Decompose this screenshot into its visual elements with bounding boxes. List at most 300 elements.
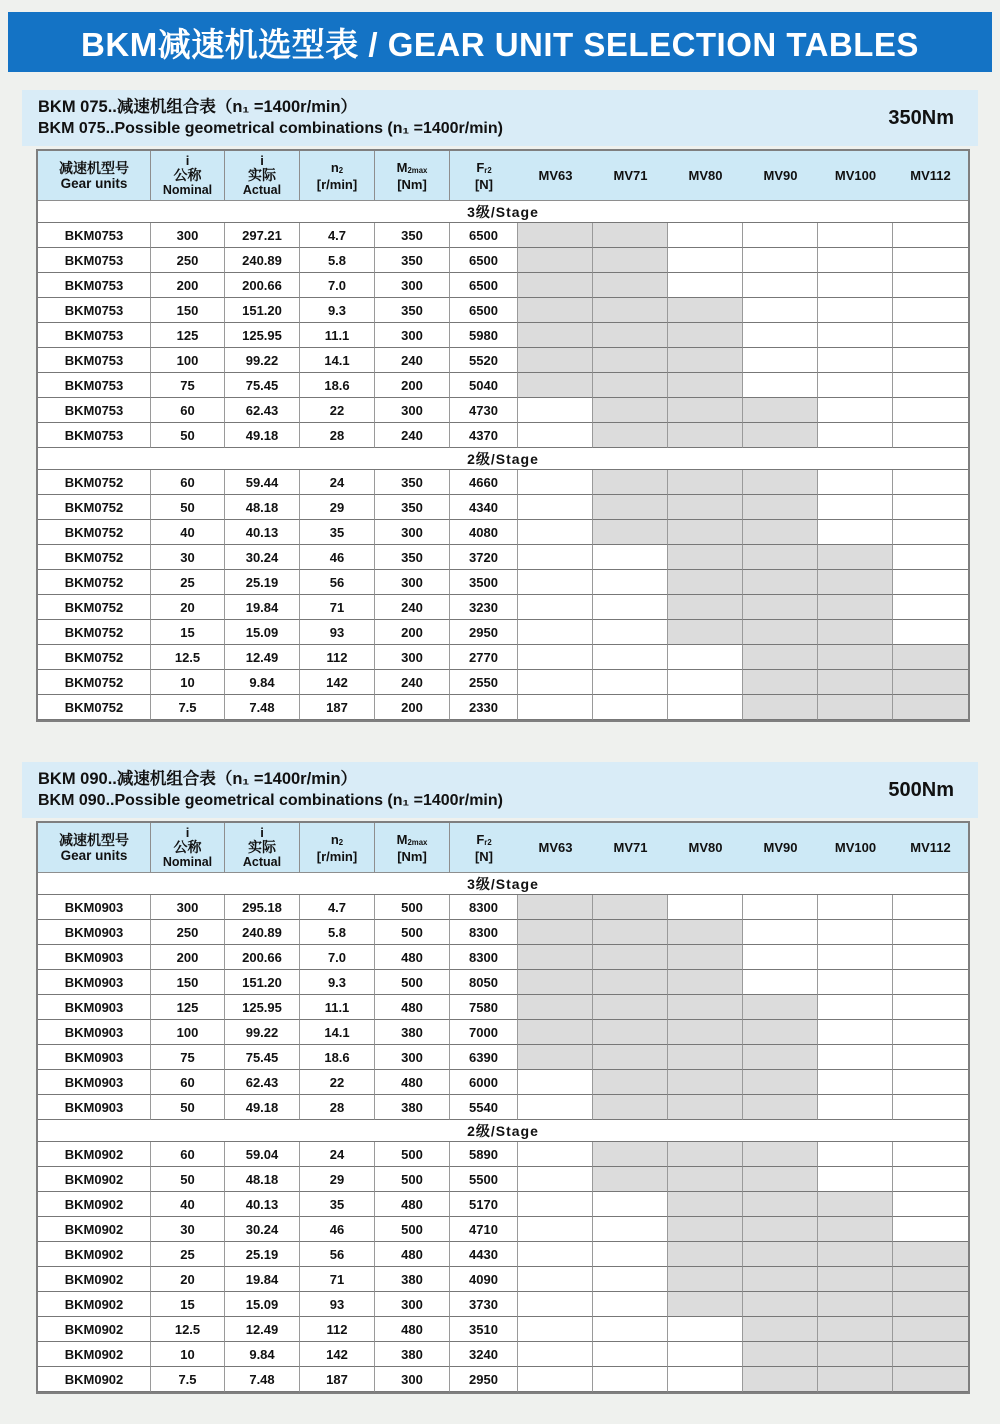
mv-availability-cell-mv112 (893, 995, 968, 1020)
mv-availability-cell-mv63 (518, 945, 593, 970)
gear-unit-cell: BKM0903 (38, 995, 151, 1020)
mv-availability-cell-mv71 (593, 1192, 668, 1217)
fr2-cell: 5540 (450, 1095, 518, 1120)
mv-availability-cell-mv63 (518, 1367, 593, 1392)
mv-availability-cell-mv100 (818, 895, 893, 920)
section-titles (38, 769, 503, 811)
table-row (38, 298, 968, 323)
n2-cell: 71 (300, 1267, 375, 1292)
col-header-mv112: MV112 (893, 823, 968, 873)
gear-unit-cell: BKM0752 (38, 670, 151, 695)
mv-availability-cell-mv71 (593, 1045, 668, 1070)
mv-availability-cell-mv63 (518, 1217, 593, 1242)
mv-availability-cell-mv80 (668, 670, 743, 695)
mv-availability-cell-mv71 (593, 248, 668, 273)
mv-availability-cell-mv80 (668, 1070, 743, 1095)
measure-symbol: $M_{2max}$ (396, 831, 428, 848)
table-row (38, 945, 968, 970)
table-row (38, 1217, 968, 1242)
ratio-actual-cell: 99.22 (225, 1020, 300, 1045)
m2max-cell: 300 (375, 323, 450, 348)
ratio-symbol: i (185, 153, 190, 168)
mv-availability-cell-mv80 (668, 273, 743, 298)
measure-symbol: $M_{2max}$ (396, 159, 428, 176)
fr2-cell: 3730 (450, 1292, 518, 1317)
gear-unit-cell: BKM0902 (38, 1292, 151, 1317)
fr2-cell: 5040 (450, 373, 518, 398)
section-title-en: BKM 090..Possible geometrical combinations (n₁ =1400r/min) (38, 792, 503, 809)
table-row (38, 895, 968, 920)
gear-unit-cell: BKM0752 (38, 470, 151, 495)
mv-availability-cell-mv80 (668, 920, 743, 945)
table-row (38, 470, 968, 495)
ratio-nominal-cell: 60 (151, 1070, 225, 1095)
stage-separator-row (38, 448, 968, 470)
col-header-mv71: MV71 (593, 823, 668, 873)
col-header-mv100: MV100 (818, 823, 893, 873)
mv-availability-cell-mv112 (893, 1095, 968, 1120)
fr2-cell: 3720 (450, 545, 518, 570)
mv-availability-cell-mv71 (593, 373, 668, 398)
m2max-cell: 200 (375, 373, 450, 398)
mv-availability-cell-mv112 (893, 273, 968, 298)
fr2-cell: 3230 (450, 595, 518, 620)
gear-table-section (22, 90, 978, 722)
mv-availability-cell-mv71 (593, 620, 668, 645)
fr2-cell: 4430 (450, 1242, 518, 1267)
measure-unit: [N] (474, 848, 494, 864)
mv-availability-cell-mv71 (593, 1217, 668, 1242)
mv-availability-cell-mv112 (893, 570, 968, 595)
table-row (38, 373, 968, 398)
fr2-cell: 3500 (450, 570, 518, 595)
ratio-nominal-cell: 60 (151, 398, 225, 423)
mv-availability-cell-mv90 (743, 570, 818, 595)
gear-unit-cell: BKM0752 (38, 695, 151, 720)
mv-availability-cell-mv90 (743, 348, 818, 373)
ratio-actual-cell: 297.21 (225, 223, 300, 248)
ratio-actual-cell: 40.13 (225, 1192, 300, 1217)
fr2-cell: 2950 (450, 1367, 518, 1392)
ratio-actual-cell: 48.18 (225, 495, 300, 520)
col-header-mv63: MV63 (518, 823, 593, 873)
mv-availability-cell-mv90 (743, 495, 818, 520)
mv-availability-cell-mv63 (518, 1020, 593, 1045)
ratio-label-en: Actual (242, 183, 282, 197)
page-banner (8, 12, 992, 72)
mv-availability-cell-mv90 (743, 895, 818, 920)
ratio-nominal-cell: 75 (151, 373, 225, 398)
m2max-cell: 380 (375, 1095, 450, 1120)
mv-availability-cell-mv63 (518, 1242, 593, 1267)
mv-availability-cell-mv100 (818, 1317, 893, 1342)
gear-unit-cell: BKM0752 (38, 595, 151, 620)
mv-availability-cell-mv71 (593, 670, 668, 695)
fr2-cell: 4730 (450, 398, 518, 423)
ratio-actual-cell: 15.09 (225, 1292, 300, 1317)
ratio-actual-cell: 7.48 (225, 1367, 300, 1392)
table-row (38, 1070, 968, 1095)
ratio-nominal-cell: 50 (151, 1095, 225, 1120)
col-header-m2max (375, 151, 450, 201)
mv-availability-cell-mv63 (518, 695, 593, 720)
m2max-cell: 480 (375, 995, 450, 1020)
m2max-cell: 480 (375, 1192, 450, 1217)
mv-availability-cell-mv100 (818, 945, 893, 970)
mv-availability-cell-mv71 (593, 298, 668, 323)
ratio-nominal-cell: 40 (151, 520, 225, 545)
mv-availability-cell-mv100 (818, 1217, 893, 1242)
mv-availability-cell-mv80 (668, 1317, 743, 1342)
gear-table-section (22, 762, 978, 1394)
mv-availability-cell-mv100 (818, 1167, 893, 1192)
ratio-label-en: Nominal (162, 183, 213, 197)
table-row (38, 1192, 968, 1217)
mv-availability-cell-mv100 (818, 970, 893, 995)
measure-unit: [r/min] (316, 848, 358, 864)
mv-availability-cell-mv100 (818, 545, 893, 570)
ratio-nominal-cell: 100 (151, 1020, 225, 1045)
mv-availability-cell-mv90 (743, 1192, 818, 1217)
mv-availability-cell-mv112 (893, 545, 968, 570)
mv-availability-cell-mv63 (518, 223, 593, 248)
ratio-nominal-cell: 25 (151, 1242, 225, 1267)
mv-availability-cell-mv90 (743, 470, 818, 495)
stage-separator-row (38, 1120, 968, 1142)
mv-availability-cell-mv80 (668, 1020, 743, 1045)
n2-cell: 112 (300, 1317, 375, 1342)
ratio-label-cn: 公称 (173, 839, 202, 855)
fr2-cell: 4710 (450, 1217, 518, 1242)
fr2-cell: 6390 (450, 1045, 518, 1070)
mv-availability-cell-mv71 (593, 1342, 668, 1367)
ratio-nominal-cell: 50 (151, 495, 225, 520)
ratio-actual-cell: 25.19 (225, 570, 300, 595)
table-row (38, 1095, 968, 1120)
mv-availability-cell-mv63 (518, 373, 593, 398)
mv-availability-cell-mv100 (818, 1045, 893, 1070)
gear-unit-cell: BKM0753 (38, 348, 151, 373)
mv-availability-cell-mv100 (818, 373, 893, 398)
section-title-en: BKM 075..Possible geometrical combinations (n₁ =1400r/min) (38, 120, 503, 137)
mv-availability-cell-mv71 (593, 223, 668, 248)
mv-availability-cell-mv90 (743, 1217, 818, 1242)
col-header-n2 (300, 823, 375, 873)
mv-availability-cell-mv71 (593, 1020, 668, 1045)
ratio-label-en: Nominal (162, 855, 213, 869)
ratio-nominal-cell: 200 (151, 273, 225, 298)
mv-availability-cell-mv63 (518, 1267, 593, 1292)
mv-availability-cell-mv71 (593, 1142, 668, 1167)
n2-cell: 93 (300, 1292, 375, 1317)
fr2-cell: 4080 (450, 520, 518, 545)
m2max-cell: 350 (375, 248, 450, 273)
mv-availability-cell-mv90 (743, 670, 818, 695)
table-row (38, 645, 968, 670)
gear-units-label-en: Gear units (60, 175, 128, 191)
ratio-actual-cell: 151.20 (225, 298, 300, 323)
gear-unit-cell: BKM0902 (38, 1142, 151, 1167)
table-body (38, 873, 968, 1392)
col-header-mv100: MV100 (818, 151, 893, 201)
gear-units-label-cn: 减速机型号 (59, 159, 129, 176)
mv-availability-cell-mv71 (593, 595, 668, 620)
gear-unit-cell: BKM0902 (38, 1317, 151, 1342)
mv-availability-cell-mv63 (518, 520, 593, 545)
table-row (38, 1267, 968, 1292)
gear-unit-cell: BKM0903 (38, 1020, 151, 1045)
m2max-cell: 300 (375, 520, 450, 545)
m2max-cell: 380 (375, 1342, 450, 1367)
mv-availability-cell-mv100 (818, 323, 893, 348)
mv-availability-cell-mv112 (893, 970, 968, 995)
ratio-nominal-cell: 15 (151, 620, 225, 645)
ratio-actual-cell: 59.44 (225, 470, 300, 495)
mv-availability-cell-mv100 (818, 520, 893, 545)
col-header-fr2 (450, 823, 518, 873)
gear-unit-cell: BKM0903 (38, 1095, 151, 1120)
mv-availability-cell-mv71 (593, 273, 668, 298)
table-row (38, 695, 968, 720)
section-titles (38, 97, 503, 139)
col-header-gear-units (38, 151, 151, 201)
mv-availability-cell-mv112 (893, 323, 968, 348)
table-row (38, 348, 968, 373)
mv-availability-cell-mv71 (593, 545, 668, 570)
mv-availability-cell-mv100 (818, 1242, 893, 1267)
gear-unit-cell: BKM0753 (38, 423, 151, 448)
mv-availability-cell-mv90 (743, 423, 818, 448)
mv-availability-cell-mv63 (518, 1142, 593, 1167)
gear-unit-cell: BKM0753 (38, 323, 151, 348)
stage-label: 3级/Stage (38, 201, 968, 223)
mv-availability-cell-mv80 (668, 995, 743, 1020)
gear-units-label-en: Gear units (60, 847, 128, 863)
table-row (38, 1342, 968, 1367)
mv-availability-cell-mv90 (743, 248, 818, 273)
col-header-mv90: MV90 (743, 151, 818, 201)
stage-label: 2级/Stage (38, 1120, 968, 1142)
mv-availability-cell-mv112 (893, 1342, 968, 1367)
m2max-cell: 500 (375, 920, 450, 945)
gear-unit-cell: BKM0753 (38, 298, 151, 323)
torque-rating: 500Nm (888, 778, 954, 801)
n2-cell: 5.8 (300, 248, 375, 273)
ratio-label-en: Actual (242, 855, 282, 869)
mv-availability-cell-mv100 (818, 1192, 893, 1217)
mv-availability-cell-mv90 (743, 1045, 818, 1070)
mv-availability-cell-mv112 (893, 1267, 968, 1292)
mv-availability-cell-mv71 (593, 970, 668, 995)
mv-availability-cell-mv63 (518, 1192, 593, 1217)
mv-availability-cell-mv112 (893, 1242, 968, 1267)
table-row (38, 995, 968, 1020)
stage-label: 2级/Stage (38, 448, 968, 470)
mv-availability-cell-mv100 (818, 670, 893, 695)
ratio-actual-cell: 12.49 (225, 645, 300, 670)
ratio-actual-cell: 295.18 (225, 895, 300, 920)
gear-unit-cell: BKM0903 (38, 1045, 151, 1070)
table-body (38, 201, 968, 720)
mv-availability-cell-mv112 (893, 920, 968, 945)
mv-availability-cell-mv71 (593, 1367, 668, 1392)
page-title: BKM减速机选型表 / GEAR UNIT SELECTION TABLES (81, 25, 919, 63)
ratio-nominal-cell: 125 (151, 323, 225, 348)
n2-cell: 35 (300, 520, 375, 545)
mv-availability-cell-mv80 (668, 1342, 743, 1367)
col-header-mv90: MV90 (743, 823, 818, 873)
ratio-actual-cell: 40.13 (225, 520, 300, 545)
mv-availability-cell-mv100 (818, 595, 893, 620)
mv-availability-cell-mv80 (668, 223, 743, 248)
mv-availability-cell-mv80 (668, 470, 743, 495)
mv-availability-cell-mv63 (518, 595, 593, 620)
n2-cell: 142 (300, 1342, 375, 1367)
n2-cell: 11.1 (300, 995, 375, 1020)
mv-availability-cell-mv63 (518, 645, 593, 670)
mv-availability-cell-mv112 (893, 1045, 968, 1070)
fr2-cell: 5500 (450, 1167, 518, 1192)
mv-availability-cell-mv100 (818, 645, 893, 670)
mv-availability-cell-mv71 (593, 470, 668, 495)
mv-availability-cell-mv100 (818, 620, 893, 645)
m2max-cell: 300 (375, 570, 450, 595)
col-header-ratio-nominal (151, 151, 225, 201)
mv-availability-cell-mv100 (818, 570, 893, 595)
table-row (38, 423, 968, 448)
n2-cell: 9.3 (300, 298, 375, 323)
mv-availability-cell-mv63 (518, 348, 593, 373)
ratio-actual-cell: 30.24 (225, 545, 300, 570)
m2max-cell: 500 (375, 1167, 450, 1192)
fr2-cell: 4370 (450, 423, 518, 448)
mv-availability-cell-mv100 (818, 995, 893, 1020)
mv-availability-cell-mv80 (668, 323, 743, 348)
ratio-nominal-cell: 10 (151, 670, 225, 695)
table-row (38, 970, 968, 995)
col-header-mv112: MV112 (893, 151, 968, 201)
mv-availability-cell-mv80 (668, 895, 743, 920)
col-header-fr2 (450, 151, 518, 201)
section-title-cn: BKM 075..减速机组合表（n₁ =1400r/min） (38, 98, 358, 116)
ratio-nominal-cell: 10 (151, 1342, 225, 1367)
mv-availability-cell-mv71 (593, 1095, 668, 1120)
mv-availability-cell-mv90 (743, 1267, 818, 1292)
table-head (38, 823, 968, 873)
mv-availability-cell-mv90 (743, 298, 818, 323)
mv-availability-cell-mv63 (518, 1095, 593, 1120)
section-header-band (22, 90, 978, 146)
table-row (38, 273, 968, 298)
gear-unit-cell: BKM0903 (38, 920, 151, 945)
m2max-cell: 240 (375, 595, 450, 620)
ratio-nominal-cell: 25 (151, 570, 225, 595)
mv-availability-cell-mv63 (518, 323, 593, 348)
table-row (38, 1367, 968, 1392)
gear-unit-cell: BKM0753 (38, 373, 151, 398)
mv-availability-cell-mv90 (743, 1142, 818, 1167)
measure-unit: [Nm] (397, 848, 427, 864)
n2-cell: 24 (300, 1142, 375, 1167)
mv-availability-cell-mv100 (818, 695, 893, 720)
fr2-cell: 4660 (450, 470, 518, 495)
table-row (38, 520, 968, 545)
gear-unit-cell: BKM0902 (38, 1217, 151, 1242)
mv-availability-cell-mv80 (668, 570, 743, 595)
mv-availability-cell-mv71 (593, 423, 668, 448)
m2max-cell: 350 (375, 223, 450, 248)
mv-availability-cell-mv63 (518, 545, 593, 570)
mv-availability-cell-mv90 (743, 373, 818, 398)
mv-availability-cell-mv80 (668, 1142, 743, 1167)
ratio-nominal-cell: 50 (151, 423, 225, 448)
table-row (38, 570, 968, 595)
mv-availability-cell-mv100 (818, 920, 893, 945)
ratio-nominal-cell: 60 (151, 470, 225, 495)
mv-availability-cell-mv112 (893, 1292, 968, 1317)
mv-availability-cell-mv71 (593, 945, 668, 970)
mv-availability-cell-mv90 (743, 920, 818, 945)
mv-availability-cell-mv112 (893, 348, 968, 373)
table-row (38, 545, 968, 570)
n2-cell: 71 (300, 595, 375, 620)
mv-availability-cell-mv80 (668, 1367, 743, 1392)
measure-symbol: $F_{r2}$ (476, 831, 492, 848)
gear-unit-cell: BKM0753 (38, 273, 151, 298)
gear-unit-cell: BKM0752 (38, 620, 151, 645)
mv-availability-cell-mv71 (593, 1242, 668, 1267)
n2-cell: 56 (300, 1242, 375, 1267)
measure-symbol: $n_2$ (330, 159, 344, 176)
table-row (38, 223, 968, 248)
fr2-cell: 6000 (450, 1070, 518, 1095)
n2-cell: 18.6 (300, 1045, 375, 1070)
mv-availability-cell-mv100 (818, 1342, 893, 1367)
mv-availability-cell-mv100 (818, 1292, 893, 1317)
m2max-cell: 300 (375, 398, 450, 423)
mv-availability-cell-mv112 (893, 1167, 968, 1192)
fr2-cell: 6500 (450, 273, 518, 298)
mv-availability-cell-mv112 (893, 1217, 968, 1242)
mv-availability-cell-mv80 (668, 1267, 743, 1292)
ratio-actual-cell: 49.18 (225, 1095, 300, 1120)
col-header-gear-units (38, 823, 151, 873)
gear-unit-cell: BKM0902 (38, 1367, 151, 1392)
mv-availability-cell-mv63 (518, 895, 593, 920)
ratio-nominal-cell: 200 (151, 945, 225, 970)
fr2-cell: 8300 (450, 895, 518, 920)
table-row (38, 1045, 968, 1070)
table-row (38, 595, 968, 620)
col-header-ratio-actual (225, 823, 300, 873)
n2-cell: 14.1 (300, 348, 375, 373)
fr2-cell: 4340 (450, 495, 518, 520)
ratio-actual-cell: 30.24 (225, 1217, 300, 1242)
ratio-nominal-cell: 7.5 (151, 695, 225, 720)
m2max-cell: 480 (375, 1242, 450, 1267)
ratio-nominal-cell: 7.5 (151, 1367, 225, 1392)
ratio-label-cn: 实际 (248, 167, 276, 183)
gear-unit-cell: BKM0903 (38, 945, 151, 970)
n2-cell: 22 (300, 398, 375, 423)
mv-availability-cell-mv71 (593, 1070, 668, 1095)
measure-symbol: $F_{r2}$ (476, 159, 492, 176)
ratio-symbol: i (260, 153, 264, 168)
gear-unit-cell: BKM0903 (38, 895, 151, 920)
ratio-actual-cell: 7.48 (225, 695, 300, 720)
table-row (38, 620, 968, 645)
n2-cell: 187 (300, 695, 375, 720)
